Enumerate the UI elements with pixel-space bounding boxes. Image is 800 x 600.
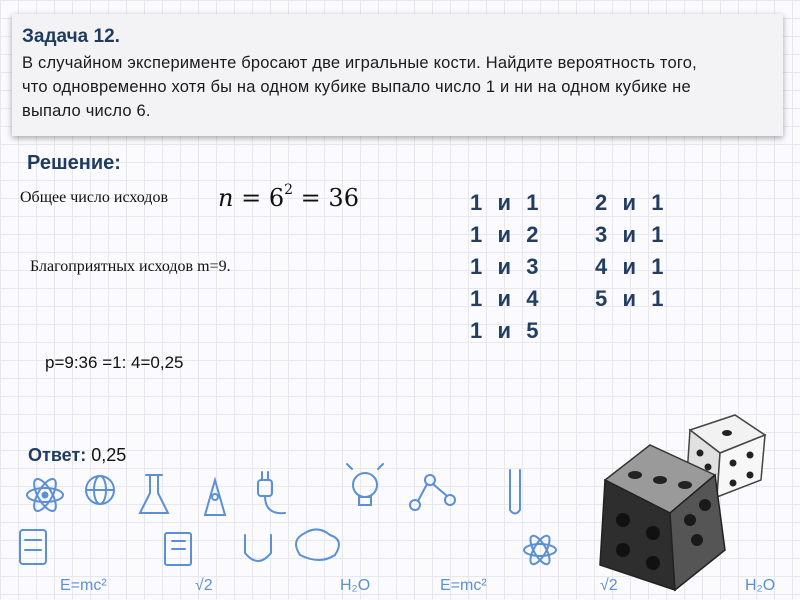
globe-icon xyxy=(86,476,114,504)
magnet-icon xyxy=(245,535,271,561)
task-title: Задача 12. xyxy=(22,26,120,47)
plug-icon xyxy=(258,472,285,513)
outcome-pair: 1 и 5 xyxy=(470,318,540,343)
formula-result: 36 xyxy=(328,184,359,212)
outcome-pair: 4 и 1 xyxy=(595,254,665,279)
answer-label: Ответ: xyxy=(28,445,87,465)
calculator-icon xyxy=(20,530,46,564)
light-bulb-icon xyxy=(347,464,383,505)
outcomes-column-1 xyxy=(470,187,539,347)
outcome-pair: 2 и 1 xyxy=(595,190,665,215)
task-box xyxy=(12,14,783,136)
outcome-pair: 5 и 1 xyxy=(595,286,665,311)
task-line: В случайном эксперименте бросают две игральные кости. Найдите вероятность того, xyxy=(22,54,697,72)
task-line: выпало число 6. xyxy=(22,102,151,120)
atom-icon xyxy=(27,476,63,514)
doodle-text: E=mc² xyxy=(440,577,487,594)
formula-variable: n xyxy=(218,184,234,212)
doodle-text: E=mc² xyxy=(60,577,107,594)
formula-exponent: 2 xyxy=(284,182,294,198)
dice-illustration xyxy=(575,405,795,595)
brain-icon xyxy=(296,529,339,560)
outcome-pair: 1 и 3 xyxy=(470,254,540,279)
book-icon xyxy=(165,533,191,565)
outcome-pair: 3 и 1 xyxy=(595,222,665,247)
flask-icon xyxy=(140,475,168,513)
outcome-pair: 1 и 1 xyxy=(470,190,540,215)
doodle-text: √2 xyxy=(600,577,618,594)
total-outcomes-label: Общее число исходов xyxy=(20,189,168,206)
solution-heading: Решение: xyxy=(27,152,121,174)
task-text xyxy=(22,51,773,123)
test-tube-icon xyxy=(510,470,520,514)
atom-icon xyxy=(524,533,556,567)
probability-calculation: p=9:36 =1: 4=0,25 xyxy=(45,353,184,372)
outcome-pair: 1 и 2 xyxy=(470,222,540,247)
favorable-outcomes-label: Благоприятных исходов m=9. xyxy=(30,258,231,275)
molecule-icon xyxy=(410,475,455,510)
formula-base: 6 xyxy=(268,184,285,212)
total-outcomes-formula: $n = 6^2 = 36$ xyxy=(218,182,359,212)
doodle-text: H₂O xyxy=(340,577,371,594)
doodle-text: H₂O xyxy=(745,577,776,594)
doodle-text: √2 xyxy=(195,577,213,594)
answer-value: 0,25 xyxy=(91,445,127,465)
task-line: что одновременно хотя бы на одном кубике выпало число 1 и ни на одном кубике не xyxy=(22,78,691,96)
outcomes-column-2 xyxy=(595,187,664,315)
outcome-pair: 1 и 4 xyxy=(470,286,540,311)
rocket-icon xyxy=(205,480,225,515)
